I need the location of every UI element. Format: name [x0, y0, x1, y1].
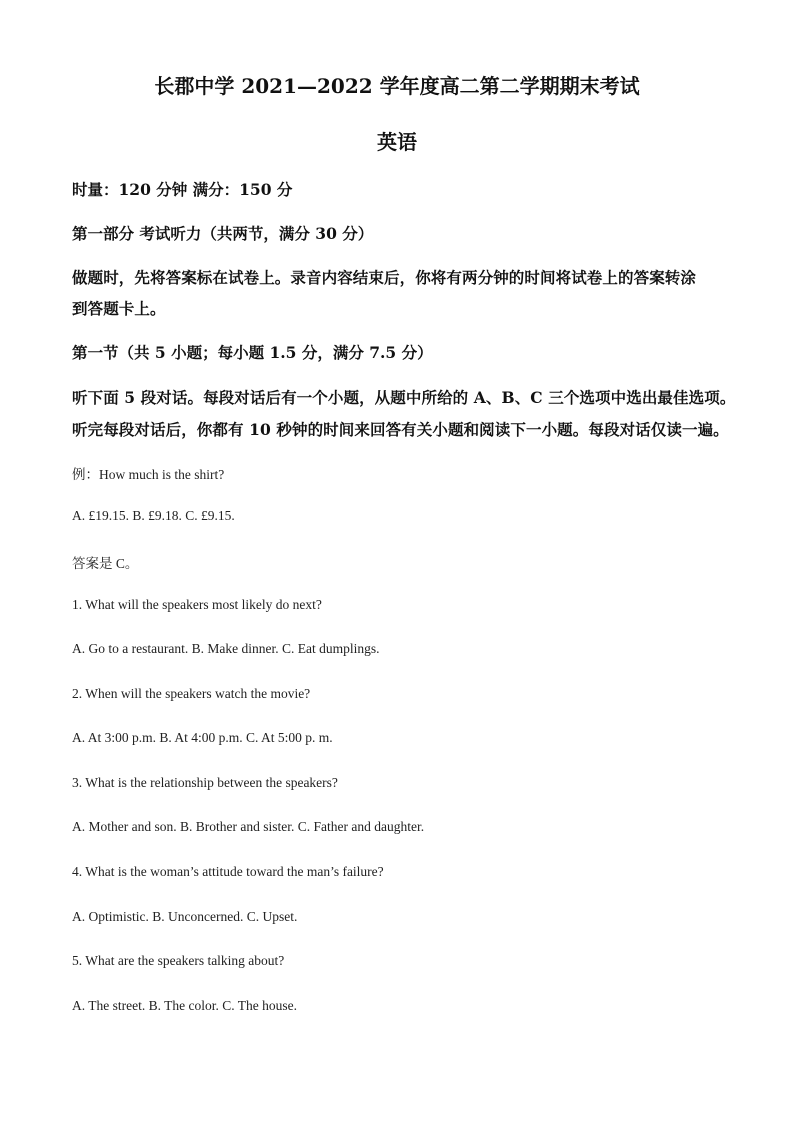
question-4: 4. What is the woman’s attitude toward the man’s failure?	[72, 864, 384, 879]
question-3: 3. What is the relationship between the speakers?	[72, 775, 338, 790]
question-1: 1. What will the speakers most likely do next?	[72, 597, 322, 612]
example-answer: 答案是 C。	[72, 556, 139, 571]
part1-heading: 第一部分 考试听力（共两节，满分 30 分）	[72, 224, 374, 243]
example-question: 例：How much is the shirt?	[72, 467, 225, 482]
question-2: 2. When will the speakers watch the movie?	[72, 686, 311, 701]
section1-instructions-line1: 听下面 5 段对话。每段对话后有一个小题，从题中所给的 A、B、C 三个选项中选出最佳选项。	[72, 388, 736, 407]
section1-heading: 第一节（共 5 小题；每小题 1.5 分，满分 7.5 分）	[72, 343, 433, 362]
question-4-options: A. Optimistic. B. Unconcerned. C. Upset.	[72, 909, 298, 924]
question-5-options: A. The street. B. The color. C. The house.	[72, 998, 297, 1013]
question-2-options: A. At 3:00 p.m. B. At 4:00 p.m. C. At 5:00 p. m.	[72, 730, 333, 745]
question-1-options: A. Go to a restaurant. B. Make dinner. C. Eat dumplings.	[72, 641, 380, 656]
example-options: A. £19.15. B. £9.18. C. £9.15.	[72, 508, 235, 523]
part1-instructions-line1: 做题时，先将答案标在试卷上。录音内容结束后，你将有两分钟的时间将试卷上的答案转涂	[72, 268, 697, 287]
part1-instructions-line2: 到答题卡上。	[72, 299, 166, 318]
exam-title: 长郡中学 2021—2022 学年度高二第二学期期末考试	[154, 74, 640, 98]
section1-instructions-line2: 听完每段对话后，你都有 10 秒钟的时间来回答有关小题和阅读下一小题。每段对话仅读一遍。	[72, 420, 729, 439]
question-3-options: A. Mother and son. B. Brother and sister. C. Father and daughter.	[72, 819, 425, 834]
question-5: 5. What are the speakers talking about?	[72, 953, 285, 968]
exam-info: 时量：120 分钟 满分：150 分	[72, 180, 293, 199]
subject-title: 英语	[377, 130, 417, 154]
